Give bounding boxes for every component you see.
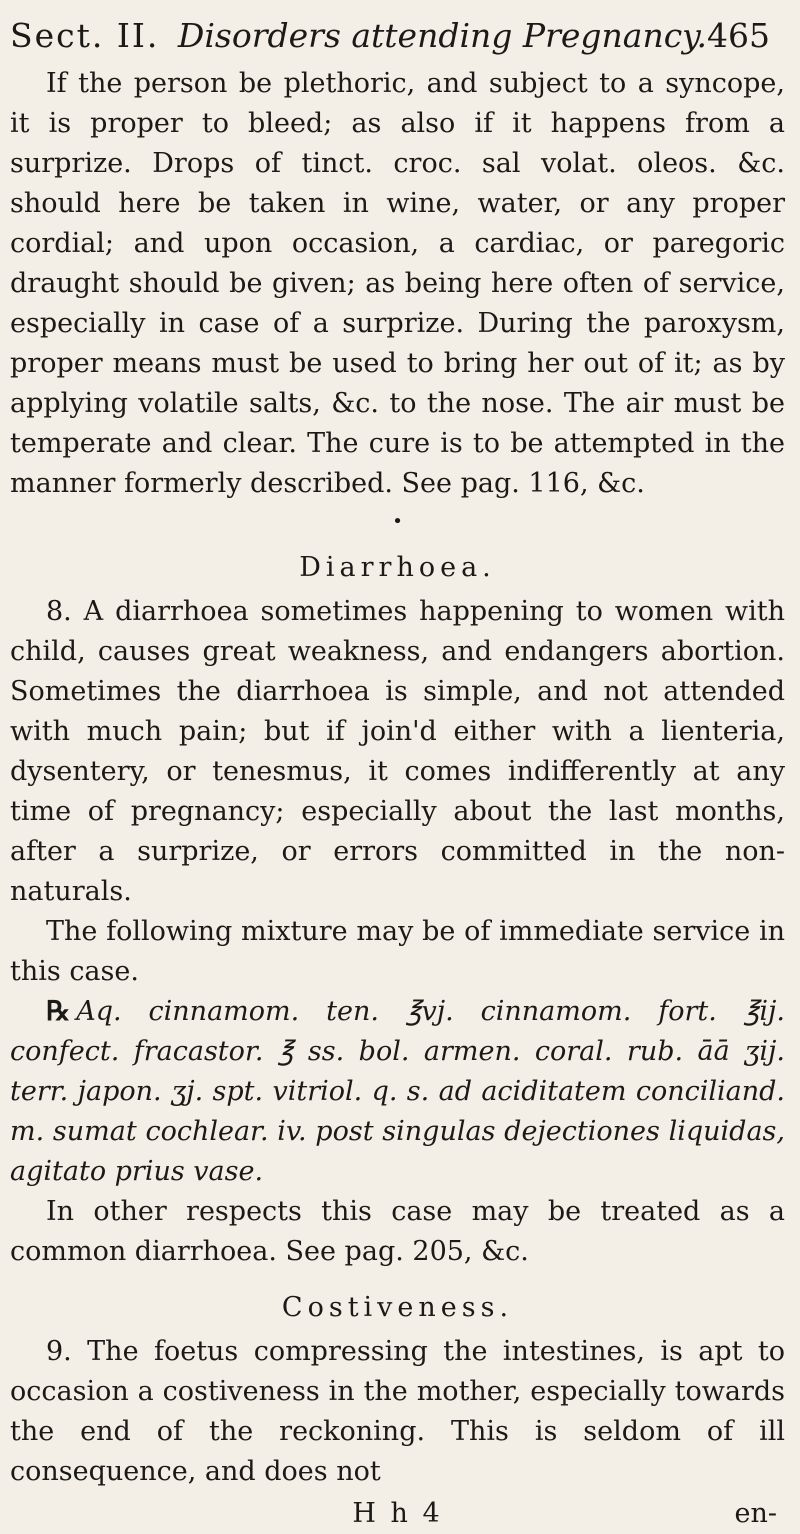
running-title: Disorders attending Pregnancy.: [177, 16, 707, 55]
paragraph-costiveness: 9. The foetus compressing the intestines, is apt to occasion a costiveness in the mother, especially towards the end of the reckoning. This is seldom of ill consequence, and does not: [10, 1336, 785, 1487]
ornament-dot: •: [392, 511, 403, 532]
section-label: Sect. II.: [10, 16, 160, 55]
heading-diarrhoea: Diarrhoea.: [299, 552, 496, 583]
page-number: 465: [707, 16, 770, 55]
paragraph-diarrhoea: 8. A diarrhoea sometimes happening to women with child, causes great weakness, and endangers abortion. Sometimes the diarrhoea is simple, and not attended with much pain; but if join'd either with a lienteria, dysentery, or tenesmus, it comes indifferently at any time of pregnancy; especially about the last months, after a surprize, or errors committed in the non-naturals.: [10, 596, 785, 907]
paragraph-other-respects: In other respects this case may be treated as a common diarrhoea. See pag. 205, &c.: [10, 1196, 785, 1267]
recipe-symbol: ℞: [46, 996, 71, 1027]
prescription-text: Aq. cinnamom. ten. ℥vj. cinnamom. fort. ℥ij. confect. fracastor. ℥ ss. bol. armen. coral. rub. āā ʒij. terr. japon. ʒj. spt. vitriol. q. s. ad aciditatem conciliand. m. sumat cochlear. iv. post singulas dejectiones liquidas, agitato prius vase.: [10, 996, 785, 1187]
catchword: en-: [734, 1498, 777, 1529]
prescription: [10, 992, 785, 1192]
paragraph-syncope: If the person be plethoric, and subject to a syncope, it is proper to bleed; as also if it happens from a surprize. Drops of tinct. croc. sal volat. oleos. &c. should here be taken in wine, water, or any proper cordial; and upon occasion, a cardiac, or paregoric draught should be given; as being here often of service, especially in case of a surprize. During the paroxysm, proper means must be used to bring her out of it; as by applying volatile salts, &c. to the nose. The air must be temperate and clear. The cure is to be attempted in the manner formerly described. See pag. 116, &c.: [10, 68, 785, 499]
signature-mark: H h 4: [352, 1498, 443, 1529]
page-body: [10, 64, 785, 1534]
running-header: [10, 14, 770, 58]
heading-costiveness: Costiveness.: [281, 1292, 514, 1323]
paragraph-mixture-intro: The following mixture may be of immediate service in this case.: [10, 916, 785, 987]
page-footer: [10, 1494, 785, 1534]
